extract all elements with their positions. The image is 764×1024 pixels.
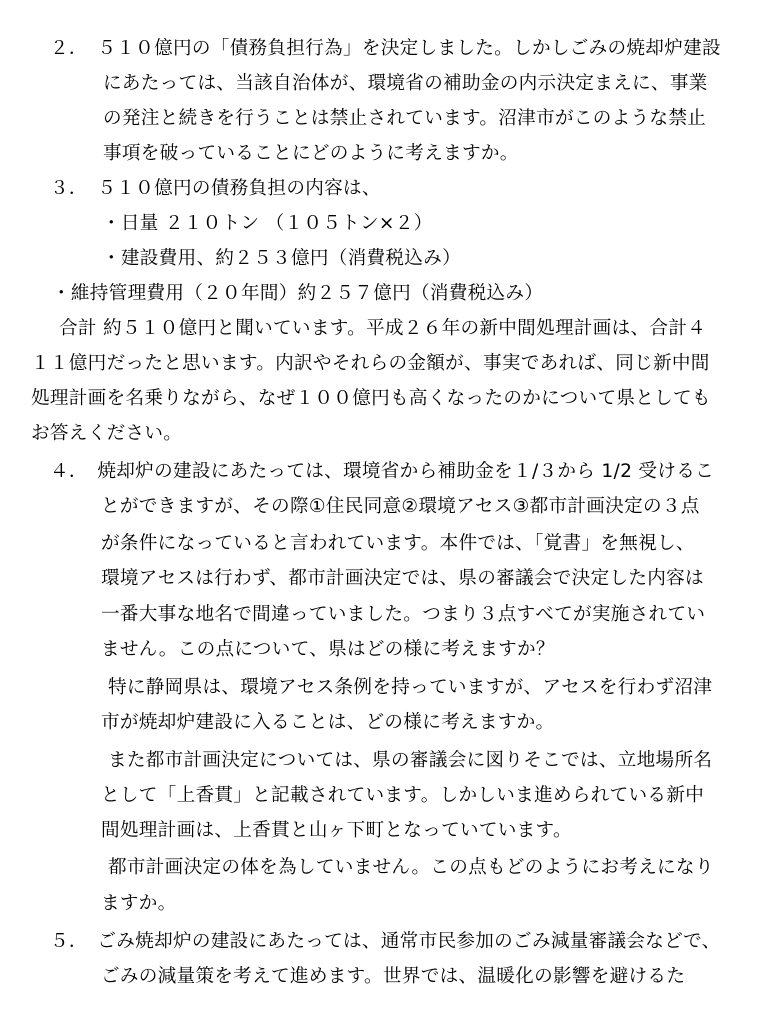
paragraph-line: 間処理計画は、上香貫と山ヶ下町となっていています。	[101, 820, 572, 841]
paragraph-line: とができますが、その際①住民同意②環境アセス③都市計画決定の３点	[101, 496, 700, 517]
paragraph-line: にあたっては、当該自治体が、環境省の補助金の内示決定まえに、事業	[103, 73, 708, 94]
paragraph-line: 処理計画を名乗りながら、なぜ１００億円も高くなったのかについて県としても	[31, 388, 711, 409]
list-item: ・日量 ２１０トン （１０５トン×２）	[102, 213, 433, 234]
list-item: ・維持管理費用（２０年間）約２５７億円（消費税込み）	[52, 283, 544, 304]
paragraph-line: 市が焼却炉建設に入ることは、どの様に考えますか。	[101, 712, 555, 733]
list-item: ・建設費用、約２５３億円（消費税込み）	[102, 248, 461, 269]
paragraph-line: １１億円だったと思います。内訳やそれらの金額が、事実であれば、同じ新中間	[31, 353, 710, 374]
paragraph-line: が条件になっていると言われています。本件では、「覚書」を無視し、	[101, 533, 695, 554]
paragraph-line: 合計 約５１０億円と聞いています。平成２６年の新中間処理計画は、合計４	[59, 318, 707, 339]
paragraph-line: ５． ごみ焼却炉の建設にあたっては、通常市民参加のごみ減量審議会などで、	[50, 931, 721, 952]
paragraph-line: 都市計画決定の体を為していません。この点もどのようにお考えになり	[108, 857, 714, 878]
paragraph-line: ごみの減量策を考えて進めます。世界では、温暖化の影響を避けるた	[101, 966, 686, 987]
paragraph-line: また都市計画決定については、県の審議会に図りそこでは、立地場所名	[108, 750, 713, 771]
paragraph-line: として「上香貫」と記載されています。しかしいま進められている新中	[101, 785, 705, 806]
paragraph-line: ますか。	[101, 893, 177, 914]
paragraph-line: 環境アセスは行わず、都市計画決定では、県の審議会で決定した内容は	[101, 568, 704, 589]
paragraph-line: 特に静岡県は、環境アセス条例を持っていますが、アセスを行わず沼津	[108, 677, 713, 698]
paragraph-line: ４． 焼却炉の建設にあたっては、環境省から補助金を１/３から 1/2 受けるこ	[50, 461, 715, 482]
paragraph-line: ２． ５１０億円の「債務負担行為」を決定しました。しかしごみの焼却炉建設	[50, 38, 721, 59]
paragraph-line: ３． ５１０億円の債務負担の内容は、	[50, 178, 381, 199]
paragraph-line: の発注と続きを行うことは禁止されています。沼津市がこのような禁止	[103, 108, 707, 129]
paragraph-line: お答えください。	[31, 423, 183, 444]
paragraph-line: ません。この点について、県はどの様に考えますか？	[101, 639, 555, 660]
paragraph-line: 事項を破っていることにどのように考えますか。	[103, 143, 519, 164]
paragraph-line: 一番大事な地名で間違っていました。つまり３点すべてが実施されてい	[101, 604, 706, 625]
